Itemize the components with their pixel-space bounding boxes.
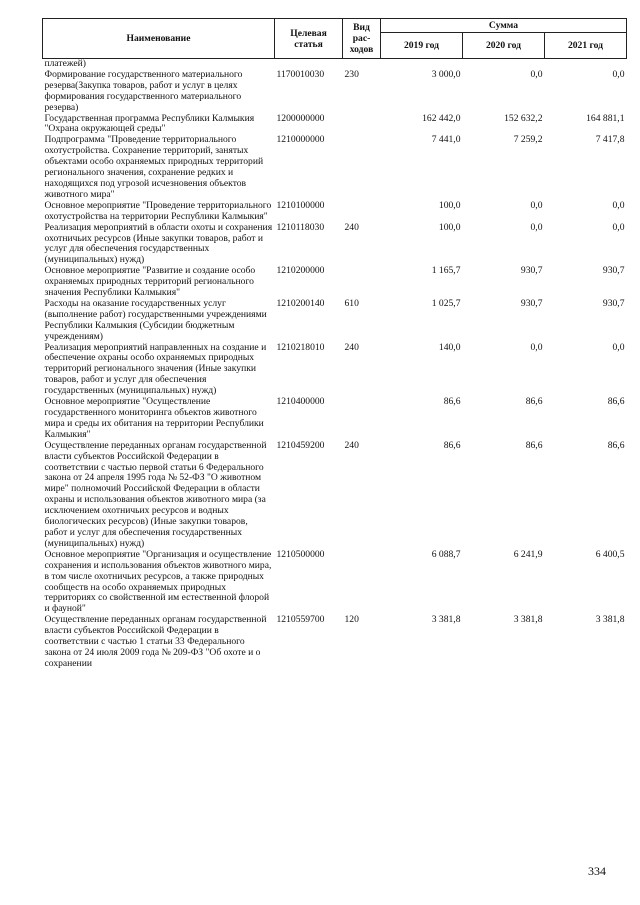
row-sum-2021: 86,6	[607, 439, 625, 451]
row-name: Реализация мероприятий направленных на создание и обеспечение охраны особо охраняемых природных территорий регионального значения (Иные закупки товаров, работ и услуг для обеспечения государственных (муниципальных) нужд)	[44, 341, 267, 397]
row-target-article: 1210400000	[276, 396, 325, 408]
header-sum: Сумма	[381, 19, 627, 33]
table-row	[43, 441, 627, 550]
row-name: Осуществление переданных органам государственной власти субъектов Российской Федерации в соответствии с частью первой статьи 6 Федерального закона от 24 апреля 1995 года № 52-ФЗ "О животном мире" полномочий Российской Федерации в области охраны и использования объектов животного мира (за исключением охотничьих ресурсов и водных биологических ресурсов) (Иные закупки товаров, работ и услуг для обеспечения государственных (муниципальных) нужд)	[44, 439, 267, 549]
row-sum-2020: 6 241,9	[513, 548, 543, 560]
row-sum-2021: 0,0	[612, 68, 625, 80]
row-target-article: 1210000000	[276, 134, 325, 146]
table-row	[43, 135, 627, 200]
row-target-article: 1210218010	[276, 341, 325, 353]
row-sum-2021: 0,0	[612, 341, 625, 353]
table-header	[43, 19, 627, 59]
row-name: Подпрограмма "Проведение территориального охотустройства. Сохранение территорий, занятых объектами особо охраняемых природных территорий регионального значения, сохранение редких и находящихся под угрозой исчезновения объектов животного мира"	[44, 134, 264, 200]
table-row	[43, 114, 627, 136]
row-sum-2019: 86,6	[443, 396, 461, 408]
row-sum-2019: 162 442,0	[422, 112, 461, 124]
table-row	[43, 70, 627, 114]
table-row	[43, 201, 627, 223]
table-body	[43, 59, 627, 670]
row-sum-2021: 6 400,5	[595, 548, 625, 560]
row-target-article: 1210500000	[276, 548, 325, 560]
row-sum-2019: 100,0	[438, 199, 461, 211]
row-sum-2020: 0,0	[530, 68, 543, 80]
row-expense-type	[343, 135, 381, 200]
header-name: Наименование	[43, 19, 275, 59]
row-name: Основное мероприятие "Организация и осуществление сохранения и использования объектов животного мира, в том числе охотничьих ресурсов, а также природных сообществ на особо охраняемых природных территориях со свойственной им естественной флорой и фауной"	[44, 548, 272, 615]
row-sum-2019: 1 165,7	[431, 265, 461, 277]
row-name: Формирование государственного материального резерва(Закупка товаров, работ и услуг в целях формирования государственного материального резерва)	[44, 68, 243, 113]
row-sum-2019: 3 000,0	[431, 68, 461, 80]
row-sum-2021: 164 881,1	[586, 112, 625, 124]
table-row	[43, 266, 627, 299]
row-sum-2019: 6 088,7	[431, 548, 461, 560]
row-target-article: 1210559700	[276, 614, 325, 626]
row-sum-2021: 930,7	[602, 265, 625, 277]
row-target-article: 1210200140	[276, 297, 325, 309]
row-sum-2020: 86,6	[525, 439, 543, 451]
table-row	[43, 343, 627, 398]
row-expense-type: 240	[344, 221, 359, 233]
row-expense-type	[343, 266, 381, 299]
header-year-2019: 2019 год	[381, 33, 463, 59]
row-sum-2020: 86,6	[525, 396, 543, 408]
row-expense-type: 610	[344, 297, 359, 309]
row-sum-2019: 86,6	[443, 439, 461, 451]
row-name: Реализация мероприятий в области охоты и сохранения охотничьих ресурсов (Иные закупки товаров, работ и услуг для обеспечения государственных (муниципальных) нужд)	[44, 221, 273, 266]
row-sum-2021: 0,0	[612, 221, 625, 233]
table-row	[43, 615, 627, 670]
row-expense-type	[343, 114, 381, 136]
header-year-2020: 2020 год	[463, 33, 545, 59]
row-sum-2021: 930,7	[602, 297, 625, 309]
row-name: Основное мероприятие "Проведение территориального охотустройства на территории Республики Калмыкия"	[44, 199, 272, 222]
row-target-article: 1210118030	[276, 221, 325, 233]
row-sum-2019: 140,0	[438, 341, 461, 353]
row-sum-2020: 930,7	[520, 265, 543, 277]
row-sum-2021: 7 417,8	[595, 134, 625, 146]
row-target-article: 1210100000	[276, 199, 325, 211]
row-target-article: 1200000000	[276, 112, 325, 124]
row-sum-2019: 3 381,8	[431, 614, 461, 626]
row-expense-type	[343, 397, 381, 441]
row-name: Основное мероприятие "Осуществление государственного мониторинга объектов животного мира и среды их обитания на территории Республики Калмыкия"	[44, 396, 264, 440]
row-sum-2020: 0,0	[530, 199, 543, 211]
page-number: 334	[588, 864, 606, 878]
row-name: Государственная программа Республики Калмыкия "Охрана окружающей среды"	[44, 112, 255, 135]
row-name: Расходы на оказание государственных услуг (выполнение работ) государственными учреждениями Республики Калмыкия (Субсидии бюджетным учреждениям)	[44, 297, 267, 342]
row-sum-2020: 7 259,2	[513, 134, 543, 146]
row-target-article: 1170010030	[276, 68, 325, 80]
row-sum-2021: 0,0	[612, 199, 625, 211]
header-year-2021: 2021 год	[545, 33, 627, 59]
header-expense-type: Вид рас-ходов	[343, 19, 381, 59]
row-sum-2020: 3 381,8	[513, 614, 543, 626]
row-expense-type: 240	[344, 341, 359, 353]
row-name: Основное мероприятие "Развитие и создание особо охраняемых природных территорий регионального значения Республики Калмыкия"	[44, 265, 256, 299]
row-sum-2020: 152 632,2	[504, 112, 543, 124]
row-sum-2019: 100,0	[438, 221, 461, 233]
row-sum-2020: 0,0	[530, 341, 543, 353]
row-sum-2019: 7 441,0	[431, 134, 461, 146]
row-sum-2021: 3 381,8	[595, 614, 625, 626]
row-target-article: 1210200000	[276, 265, 325, 277]
row-sum-2021: 86,6	[607, 396, 625, 408]
table-row	[43, 299, 627, 343]
table-row	[43, 223, 627, 267]
table-row	[43, 550, 627, 615]
row-expense-type: 230	[344, 68, 359, 80]
budget-table	[42, 18, 627, 670]
row-name: Осуществление переданных органам государственной власти субъектов Российской Федерации в соответствии с частью 1 статьи 33 Федерального закона от 24 июля 2009 года № 209-ФЗ "Об охоте и о сохранении	[44, 614, 267, 669]
row-target-article: 1210459200	[276, 439, 325, 451]
header-target-article: Целевая статья	[275, 19, 343, 59]
row-sum-2020: 0,0	[530, 221, 543, 233]
row-sum-2019: 1 025,7	[431, 297, 461, 309]
row-name: платежей)	[44, 58, 86, 69]
row-expense-type	[343, 201, 381, 223]
row-expense-type: 240	[344, 439, 359, 451]
row-expense-type	[343, 550, 381, 615]
row-expense-type: 120	[344, 614, 359, 626]
row-sum-2020: 930,7	[520, 297, 543, 309]
table-row	[43, 397, 627, 441]
